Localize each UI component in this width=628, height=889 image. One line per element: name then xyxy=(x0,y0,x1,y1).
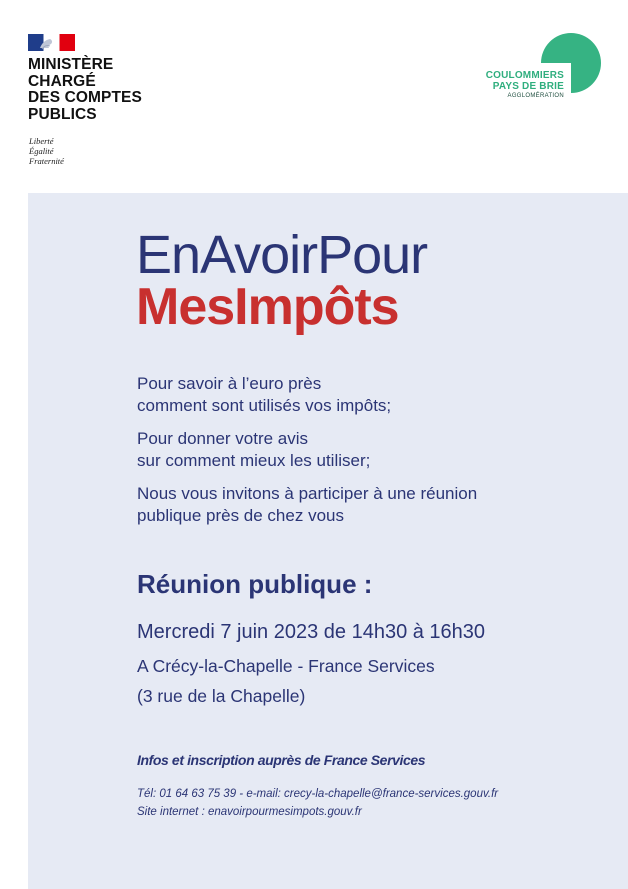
intro-paragraph xyxy=(137,373,597,417)
motto-line: Égalité xyxy=(29,146,54,156)
paragraph-line: Pour savoir à l’euro près xyxy=(137,374,322,393)
event-heading: Réunion publique : xyxy=(137,569,373,599)
ministry-name-line: MINISTÈRE xyxy=(28,56,114,73)
paragraph-line: Nous vous invitons à participer à une réunion xyxy=(137,484,478,503)
event-location: A Crécy-la-Chapelle - France Services xyxy=(137,656,435,676)
paragraph-line: sur comment mieux les utiliser; xyxy=(137,451,371,470)
ministry-name-line: PUBLICS xyxy=(28,105,97,123)
info-heading: Infos et inscription auprès de France Services xyxy=(137,752,426,768)
paragraph-line: Pour donner votre avis xyxy=(137,429,309,448)
paragraph-line: comment sont utilisés vos impôts; xyxy=(137,396,392,415)
website-line: Site internet : enavoirpourmesimpots.gouv.fr xyxy=(137,806,362,818)
campaign-title-line2: MesImpôts xyxy=(136,278,399,336)
intro-paragraph xyxy=(137,483,597,527)
event-date: Mercredi 7 juin 2023 de 14h30 à 16h30 xyxy=(137,621,486,643)
ministry-name xyxy=(28,57,188,123)
intro-paragraph xyxy=(137,428,597,472)
partner-line-2: PAYS DE BRIE xyxy=(492,81,564,92)
ministry-name-line: CHARGÉ xyxy=(28,72,96,90)
motto-line: Liberté xyxy=(29,136,54,146)
partner-line-3: AGGLOMÉRATION xyxy=(507,93,564,99)
marianne-flag-icon xyxy=(28,34,75,51)
event-address: (3 rue de la Chapelle) xyxy=(137,686,306,706)
partner-logo-text xyxy=(486,70,564,101)
contact-line: Tél: 01 64 63 75 39 - e-mail: crecy-la-chapelle@france-services.gouv.fr xyxy=(137,788,499,800)
republic-motto xyxy=(29,136,64,166)
ministry-name-line: DES COMPTES xyxy=(28,89,142,106)
motto-line: Fraternité xyxy=(29,156,64,166)
paragraph-line: publique près de chez vous xyxy=(137,506,344,525)
campaign-title-line1: EnAvoirPour xyxy=(136,225,428,285)
partner-line-1: COULOMMIERS xyxy=(485,70,564,81)
